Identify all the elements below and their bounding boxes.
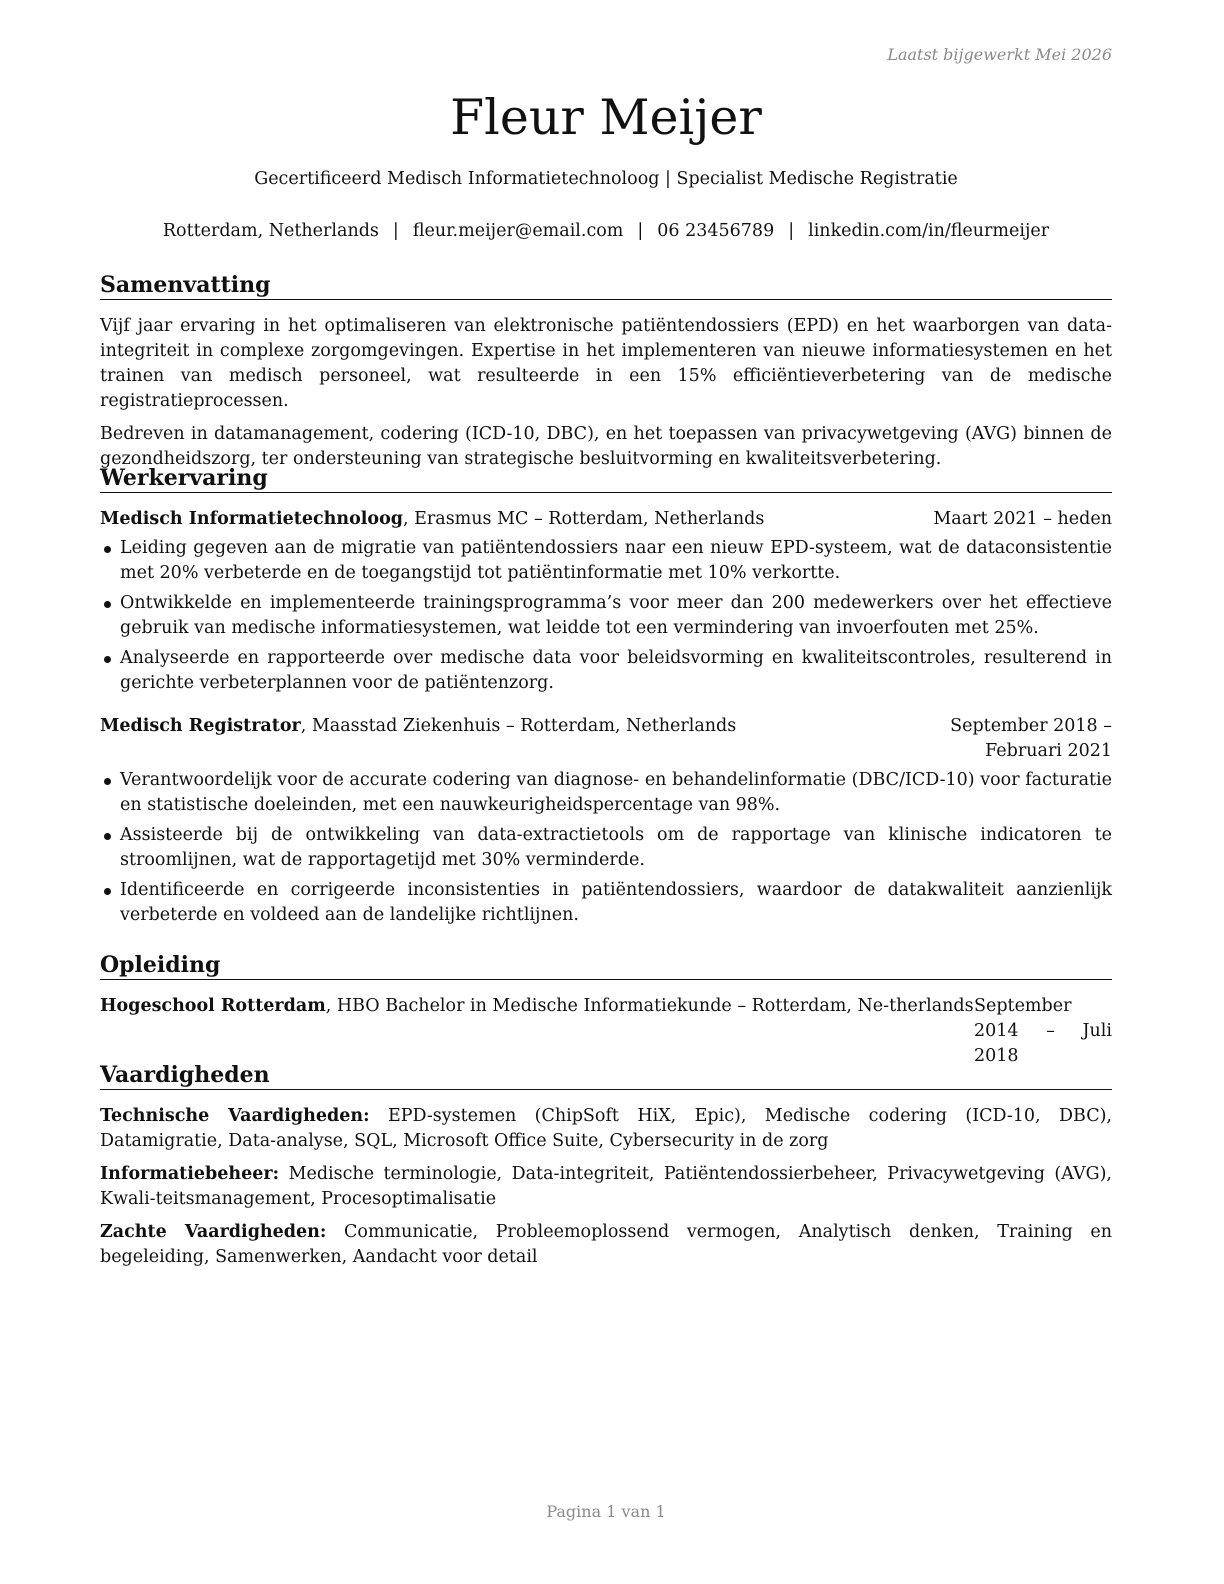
skill-group — [100, 1104, 1112, 1154]
skill-group-label: Technische Vaardigheden: — [100, 1106, 370, 1126]
skills-section — [100, 1061, 1112, 1278]
summary-section — [100, 271, 1112, 480]
skill-group — [100, 1220, 1112, 1270]
job-dates: September 2018 – Februari 2021 — [950, 716, 1112, 761]
candidate-name: Fleur Meijer — [450, 89, 762, 146]
experience-section — [100, 464, 1112, 933]
education-detail — [100, 994, 974, 1069]
section-title-education: Opleiding — [100, 951, 1112, 980]
job-entry — [100, 507, 1112, 696]
skill-group-text: Medische terminologie, Data-integriteit, Patiëntendossierbeheer, Privacywetgeving (AVG), Kwali-teitsmanagement, Procesoptimalisatie — [100, 1164, 1112, 1209]
contact-phone[interactable]: 06 23456789 — [657, 221, 775, 241]
list-item: Ontwikkelde en implementeerde trainingsprogramma’s voor meer dan 200 medewerkers over het effectieve gebruik van medische informatiesystemen, wat leidde tot een vermindering van invoerfouten met 25%. — [100, 591, 1112, 641]
job-header — [100, 714, 1112, 764]
skill-group-text: Communicatie, Probleemoplossend vermogen, Analytisch denken, Training en begeleiding, Samenwerken, Aandacht voor detail — [100, 1222, 1112, 1267]
skill-group-label: Informatiebeheer: — [100, 1164, 280, 1184]
job-title-line — [100, 507, 933, 532]
education-school: Hogeschool Rotterdam — [100, 996, 326, 1016]
skill-group-label: Zachte Vaardigheden: — [100, 1222, 327, 1242]
job-bullets — [100, 536, 1112, 696]
contact-separator: | — [392, 221, 399, 241]
job-role: Medisch Registrator — [100, 716, 301, 736]
job-organization: , Erasmus MC – Rotterdam, Netherlands — [403, 509, 765, 529]
education-dates: September 2014 – Juli 2018 — [974, 996, 1112, 1066]
list-item: Verantwoordelijk voor de accurate codering van diagnose- en behandelinformatie (DBC/ICD-10) voor facturatie en statistische doeleinden, met een nauwkeurigheidspercentage van 98%. — [100, 768, 1112, 818]
education-entry — [100, 994, 1112, 1069]
summary-paragraph: Bedreven in datamanagement, codering (ICD-10, DBC), en het toepassen van privacywetgeving (AVG) binnen de gezondheidszorg, ter ondersteuning van strategische besluitvorming en kwaliteitsverbetering. — [100, 424, 1112, 469]
job-organization: , Maasstad Ziekenhuis – Rotterdam, Netherlands — [300, 716, 737, 736]
education-section — [100, 951, 1112, 1069]
list-item: Identificeerde en corrigeerde inconsistenties in patiëntendossiers, waardoor de datakwaliteit aanzienlijk verbeterde en voldeed aan de landelijke richtlijnen. — [100, 878, 1112, 928]
list-item: Leiding gegeven aan de migratie van patiëntendossiers naar een nieuw EPD-systeem, wat de dataconsistentie met 20% verbeterde en de toegangstijd tot patiëntinformatie met 10% verkortte. — [100, 536, 1112, 586]
list-item: Analyseerde en rapporteerde over medische data voor beleidsvorming en kwaliteitscontroles, resulterend in gerichte verbeterplannen voor de patiëntenzorg. — [100, 646, 1112, 696]
job-role: Medisch Informatietechnoloog — [100, 509, 403, 529]
contact-separator: | — [788, 221, 795, 241]
contact-line — [100, 219, 1112, 244]
summary-paragraph: Vijf jaar ervaring in het optimaliseren van elektronische patiëntendossiers (EPD) en het waarborgen van data-integriteit in complexe zorgomgevingen. Expertise in het implementeren van nieuwe informatiesystemen en het trainen van medisch personeel, wat resulteerde in een 15% efficiëntieverbetering van de medische registratieprocessen. — [100, 316, 1112, 411]
contact-separator: | — [637, 221, 644, 241]
skill-group-text: EPD-systemen (ChipSoft HiX, Epic), Medische codering (ICD-10, DBC), Datamigratie, Data-analyse, SQL, Microsoft Office Suite, Cybersecurity in de zorg — [100, 1106, 1112, 1151]
skill-group — [100, 1162, 1112, 1212]
job-title-line — [100, 714, 872, 739]
job-dates: Maart 2021 – heden — [933, 509, 1112, 529]
section-title-experience: Werkervaring — [100, 464, 1112, 493]
list-item: Assisteerde bij de ontwikkeling van data-extractietools om de rapportage van klinische indicatoren te stroomlijnen, wat de rapportagetijd met 30% verminderde. — [100, 823, 1112, 873]
contact-location: Rotterdam, Netherlands — [162, 221, 379, 241]
contact-email[interactable]: fleur.meijer@email.com — [412, 221, 624, 241]
candidate-subtitle: Gecertificeerd Medisch Informatietechnoloog | Specialist Medische Registratie — [254, 169, 958, 189]
job-header — [100, 507, 1112, 532]
job-entry — [100, 714, 1112, 928]
contact-linkedin[interactable]: linkedin.com/in/fleurmeijer — [808, 221, 1050, 241]
last-updated-note: Laatst bijgewerkt Mei 2026 — [887, 45, 1112, 64]
resume-page — [100, 0, 1112, 1584]
page-number-footer: Pagina 1 van 1 — [546, 1502, 666, 1521]
section-title-skills: Vaardigheden — [100, 1061, 1112, 1090]
education-program: , HBO Bachelor in Medische Informatiekunde – Rotterdam, Ne-therlands — [325, 996, 974, 1016]
job-bullets — [100, 768, 1112, 928]
section-title-summary: Samenvatting — [100, 271, 1112, 300]
